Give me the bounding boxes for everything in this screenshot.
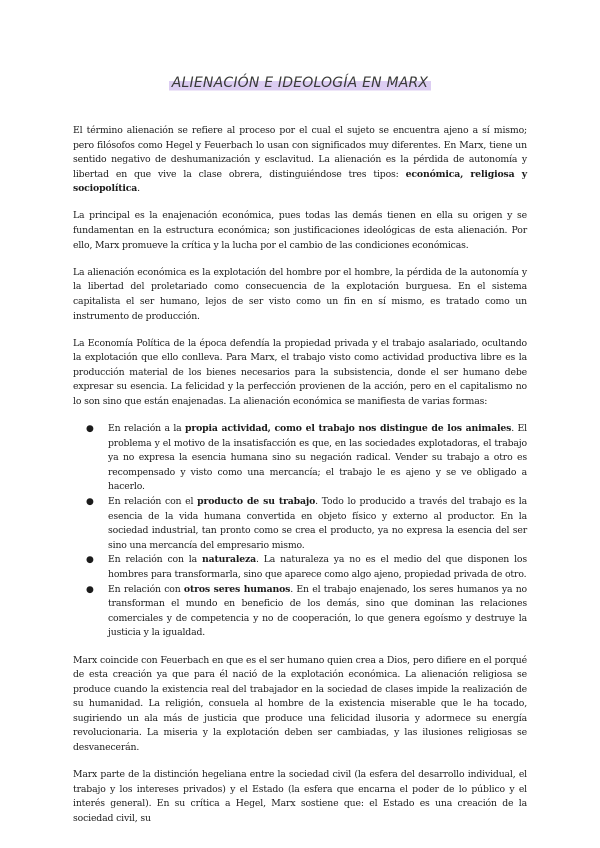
bullet-icon: ● (86, 584, 94, 595)
document-body (73, 124, 527, 839)
paragraph-economic-alienation: La alienación económica es la explotación del hombre por el hombre, la pérdida de la autonomía y la libertad del proletariado como consecuencia de la explotación burguesa. En el sistema capitalista el ser humano, lejos de ser visto como un fin en sí mismo, es tratado como un instrumento de producción. (73, 266, 527, 322)
paragraph-economic-principal: La principal es la enajenación económica, pues todas las demás tienen en ella su origen y se fundamentan en la estructura económica; son justificaciones ideológicas de esta alienación. Por ello, Marx promueve la crítica y la lucha por el cambio de las condiciones económicas. (73, 210, 527, 251)
bold-types: económica, religiosa y sociopolítica (73, 168, 527, 195)
paragraph-alienation-definition (73, 124, 527, 197)
list-item-bold: producto de su trabajo (197, 496, 316, 508)
list-item-text: En relación con el (108, 496, 198, 508)
list-item (86, 495, 527, 553)
list-item-text: En relación con (108, 583, 184, 595)
paragraph-state-civil-society: Marx parte de la distinción hegeliana entre la sociedad civil (la esfera del desarrollo individual, el trabajo y los intereses privados) y el Estado (la esfera que encarna el poder de lo público y el interés general). En su crítica a Hegel, Marx sostiene que: el Estado es una creación de la sociedad civil, su (73, 769, 527, 824)
paragraph-end: . (137, 183, 140, 195)
list-item (86, 583, 527, 641)
bullet-icon: ● (86, 497, 94, 508)
list-item-bold: naturaleza (201, 554, 256, 566)
list-item-text: . Todo lo producido a través del trabajo es la esencia de la vida humana convertida en objeto físico y externo al productor. En la sociedad industrial, tan pronto como se crea el producto, ya no expresa la esencia del ser sino una mercancía del empresario mismo. (108, 496, 527, 551)
paragraph-political-economy: La Economía Política de la época defendía la propiedad privada y el trabajo asalariado, ocultando la explotación que ello conlleva. Para Marx, el trabajo visto como actividad productiva libre es la producción material de los bienes necesarios para la subsistencia, donde el ser humano debe expresar su esencia. La felicidad y la perfección provienen de la acción, pero en el capitalismo no lo son sino que están enajenadas. La alienación económica se manifiesta de varias formas: (73, 337, 527, 407)
list-item-bold: propia actividad, como el trabajo nos distingue de los animales (185, 423, 512, 435)
paragraph-text: El término alienación se refiere al proceso por el cual el sujeto se encuentra ajeno a sí mismo; pero filósofos como Hegel y Feuerbach lo usan con significados muy diferentes. En Marx, tiene un sentido negativo de deshumanización y esclavitud. La alienación es la pérdida de autonomía y libertad en que vive la clase obrera, distinguiéndose tres tipos: (73, 125, 527, 180)
list-item-text: En relación con la (108, 554, 202, 566)
alienation-forms-list (73, 422, 527, 641)
paragraph-religious-alienation: Marx coincide con Feuerbach en que es el ser humano quien crea a Dios, pero difiere en el porqué de esta creación ya que para él nació de la explotación económica. La alienación religiosa se produce cuando la existencia real del trabajador en la sociedad de clases impide la realización de su humanidad. La religión, consuela al hombre de la existencia miserable que le ha tocado, sugiriendo un ala más de justicia que produce una felicidad ilusoria y adormece su energía revolucionaria. La miseria y la explotación deben ser cambiadas, y las ilusiones religiosas se desvanecerán. (73, 654, 527, 754)
list-item (86, 422, 527, 495)
list-item-bold: otros seres humanos (183, 583, 291, 595)
list-item-text: . En el trabajo enajenado, los seres humanos ya no transforman el mundo en beneficio de los demás, sino que dominan las relaciones comerciales y de competencia y no de cooperación, lo que genera egoísmo y destruye la justicia y la igualdad. (108, 583, 527, 639)
list-item-text: . El problema y el motivo de la insatisfacción es que, en las sociedades explotadoras, el trabajo ya no expresa la esencia humana sino su negación radical. Vender su trabajo a otro es recompensado y visto como una mercancía; el trabajo le es ajeno y se ve obligado a hacerlo. (108, 423, 527, 493)
list-item-text: En relación a la (108, 423, 186, 435)
list-item-text: . La naturaleza ya no es el medio del que disponen los hombres para transformarla, sino que aparece como algo ajeno, propiedad privada de otro. (108, 554, 527, 581)
document-title: ALIENACIÓN E IDEOLOGÍA EN MARX (169, 75, 431, 92)
list-item (86, 553, 527, 582)
title-container (0, 72, 600, 92)
bullet-icon: ● (86, 424, 94, 435)
bullet-icon: ● (86, 555, 94, 566)
